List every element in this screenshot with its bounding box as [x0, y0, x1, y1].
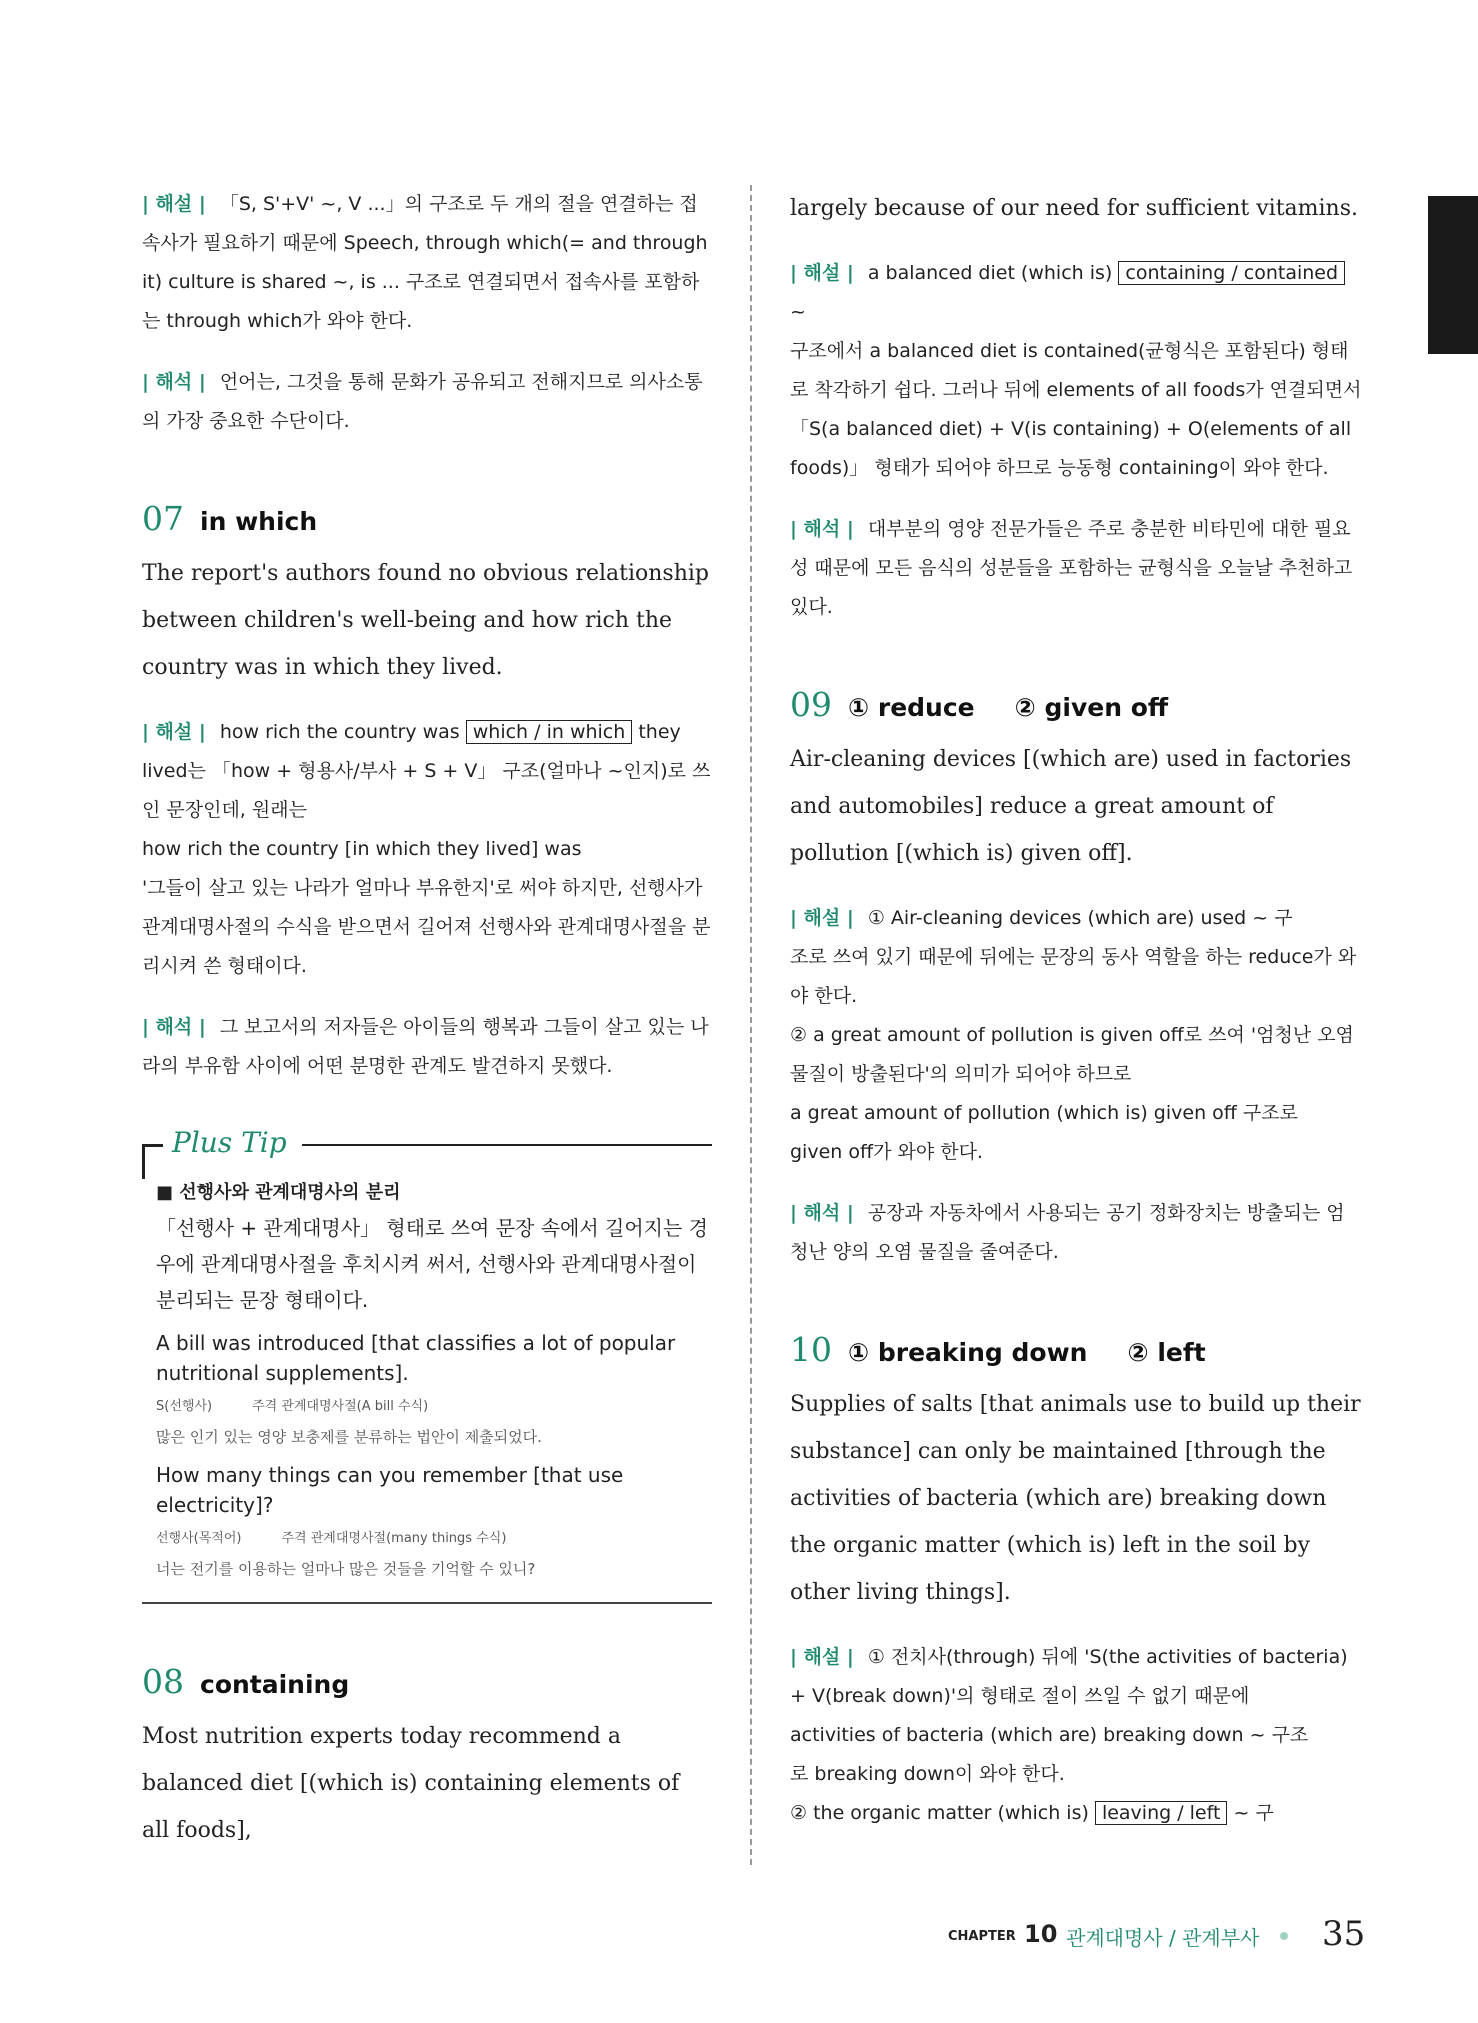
- tip-example-2-translation: 너는 전기를 이용하는 얼마나 많은 것들을 기억할 수 있니?: [156, 1560, 536, 1578]
- q09-translation: | 해석 | 공장과 자동차에서 사용되는 공기 정화장치는 방출되는 엄청난 양의 오염 물질을 줄여준다.: [790, 1202, 1345, 1263]
- explanation-label: | 해설 |: [142, 193, 206, 215]
- column-divider: [750, 185, 752, 1865]
- tip-example-1-translation: 많은 인기 있는 영양 보충제를 분류하는 법안이 제출되었다.: [156, 1428, 542, 1446]
- q08-explanation-body: 구조에서 a balanced diet is contained(균형식은 포함된다) 형태로 착각하기 쉽다. 그러나 뒤에 elements of all foods가 연결되면서 「S(a balanced diet) + V(is containing) + O(elements of all foods)」 형태가 되어야 하므로 능동형 containing이 와야 한다.: [790, 340, 1362, 479]
- q09-sentence: Air-cleaning devices [(which are) used in factories and automobiles] reduce a great amount of pollution [(which is) given off].: [790, 747, 1352, 866]
- s06-translation: | 해석 | 언어는, 그것을 통해 문화가 공유되고 전해지므로 의사소통의 가장 중요한 수단이다.: [142, 371, 703, 432]
- chapter-number: 10: [1024, 1920, 1058, 1948]
- q07-translation: | 해석 | 그 보고서의 저자들은 아이들의 행복과 그들이 살고 있는 나라의 부유함 사이에 어떤 분명한 관계도 발견하지 못했다.: [142, 1016, 709, 1077]
- q10-sentence: Supplies of salts [that animals use to build up their substance] can only be maintained [through the activities of bacteria (which are) breaking down the organic matter (which is) left in the soil by other living things].: [790, 1392, 1361, 1605]
- q08-sentence: Most nutrition experts today recommend a balanced diet [(which is) containing elements of all foods],: [142, 1724, 680, 1843]
- q07-explanation: | 해설 | how rich the country was which / in which they lived는 「how + 형용사/부사 + S + V」 구조(얼마나 ~인지)로 쓰인 문장인데, 원래는: [142, 721, 711, 821]
- q10-explanation: | 해설 | ① 전치사(through) 뒤에 'S(the activities of bacteria) + V(break down)'의 형태로 절이 쓰일 수 없기 때문에: [790, 1646, 1348, 1707]
- q07-sentence: The report's authors found no obvious relationship between children's well-being and how rich the country was in which they lived.: [142, 561, 710, 680]
- q07-heading: 07 in which: [142, 499, 318, 538]
- answer-box: containing / contained: [1118, 261, 1345, 285]
- page-number: 35: [1322, 1914, 1366, 1954]
- right-column: largely because of our need for sufficient vitamins. | 해설 | a balanced diet (which is) containing / contained ~ 구조에서 a balanced diet is contained(균형식은 포함된다) 형태로 착각하기 쉽다. 그러나 뒤에 elements of all foods가 연결되면서 「S(a balanced diet) + V(is containing) + O(elements of all foods)」 형태가 되어야 하므로 능동형 containing이 와야 한다. | 해석 | 대부분의 영양 전문가들은 주로 충분한 비타민에 대한 필요성 때문에 모든 음식의 성분들을 포함하는 균형식을 오늘날 추천하고 있다. 09 ① reduce ② given off Air-cleaning devices [(which are) used in factories and automobiles] reduce a great amount of pollution [(which is) given off]. | 해설 | ① Air-cleaning devices (which are) used ~ 구 조로 쓰여 있기 때문에 뒤에는 문장의 동사 역할을 하는 reduce가 와야 한다. ② a great amount of pollution is given off로 쓰여 '엄청난 오염 물질이 방출된다'의 의미가 되어야 하므로 a great amount of pollution (which is) given off 구조로 given off가 와야 한다. | 해석 | 공장과 자동차에서 사용되는 공기 정화장치는 방출되는 엄청난 양의 오염 물질을 줄여준다. 10 ① breaking down ② left Supplies of salts [that animals use to build up their substance] can only be maintained [through the activities of bacteria (which are) breaking down the organic matter (which is) left in the soil by other living things]. | 해설 | ① 전치사(through) 뒤에 'S(the activities of bacteria) + V(break down)'의 형태로 절이 쓰일 수 없기 때문에 activities of bacteria (which are) breaking down ~ 구조 로 breaking down이 와야 한다. ② the organic matter (which is) leaving / left ~ 구: [790, 185, 1362, 1833]
- tip-body: 「선행사 + 관계대명사」 형태로 쓰여 문장 속에서 길어지는 경우에 관계대명사절을 후치시켜 써서, 선행사와 관계대명사절이 분리되는 문장 형태이다.: [156, 1216, 708, 1312]
- plus-tip-box: Plus Tip ■ 선행사와 관계대명사의 분리 「선행사 + 관계대명사」 형태로 쓰여 문장 속에서 길어지는 경우에 관계대명사절을 후치시켜 써서, 선행사와 관계대명사절이 분리되는 문장 형태이다. A bill was introduced [that classifies a lot of popular nutritional supplements]. S(선행사) 주격 관계대명사절(A bill 수식) 많은 인기 있는 영양 보충제를 분류하는 법안이 제출되었다. How many things can you remember [that use electricity]? 선행사(목적어) 주격 관계대명사절(many things 수식) 너는 전기를 이용하는 얼마나 많은 것들을 기억할 수 있니?: [142, 1126, 712, 1604]
- q09-heading: 09 ① reduce ② given off: [790, 685, 1169, 724]
- q08-translation: | 해석 | 대부분의 영양 전문가들은 주로 충분한 비타민에 대한 필요성 때문에 모든 음식의 성분들을 포함하는 균형식을 오늘날 추천하고 있다.: [790, 518, 1353, 618]
- tip-example-1: A bill was introduced [that classifies a lot of popular nutritional supplements].: [156, 1331, 676, 1385]
- q10-explanation-2: ② the organic matter (which is) leaving / left ~ 구: [790, 1802, 1274, 1824]
- answer-box: leaving / left: [1095, 1801, 1228, 1825]
- translation-label: | 해석 |: [142, 371, 206, 393]
- page-footer: [948, 1914, 1368, 1958]
- dot-icon: [1280, 1932, 1288, 1940]
- q10-heading: 10 ① breaking down ② left: [790, 1330, 1206, 1369]
- tip-example-2: How many things can you remember [that use electricity]?: [156, 1463, 624, 1517]
- q07-original: how rich the country [in which they lived] was: [142, 838, 582, 860]
- tip-title: Plus Tip: [172, 1126, 287, 1159]
- s06-explanation: | 해설 | 「S, S'+V' ~, V ...」의 구조로 두 개의 절을 연결하는 접속사가 필요하기 때문에 Speech, through which(= and through it) culture is shared ~, is ... 구조로 연결되면서 접속사를 포함하는 through which가 와야 한다.: [142, 193, 708, 332]
- chapter-word: CHAPTER: [948, 1929, 1016, 1944]
- tip-subtitle: ■ 선행사와 관계대명사의 분리: [156, 1182, 401, 1203]
- q07-note: '그들이 살고 있는 나라가 얼마나 부유한지'로 써야 하지만, 선행사가 관계대명사절의 수식을 받으면서 길어져 선행사와 관계대명사절을 분리시켜 쓴 형태이다.: [142, 877, 711, 977]
- q08-sentence-cont: largely because of our need for sufficient vitamins.: [790, 196, 1359, 221]
- chapter-title: 관계대명사 / 관계부사: [1066, 1926, 1260, 1950]
- q08-explanation: | 해설 | a balanced diet (which is) containing / contained ~: [790, 254, 1362, 332]
- q09-explanation: | 해설 | ① Air-cleaning devices (which are) used ~ 구: [790, 907, 1293, 929]
- chapter-tab: [1428, 196, 1478, 354]
- left-column: [142, 185, 712, 1854]
- answer-box: which / in which: [466, 720, 633, 744]
- q08-heading: 08 containing: [142, 1662, 350, 1701]
